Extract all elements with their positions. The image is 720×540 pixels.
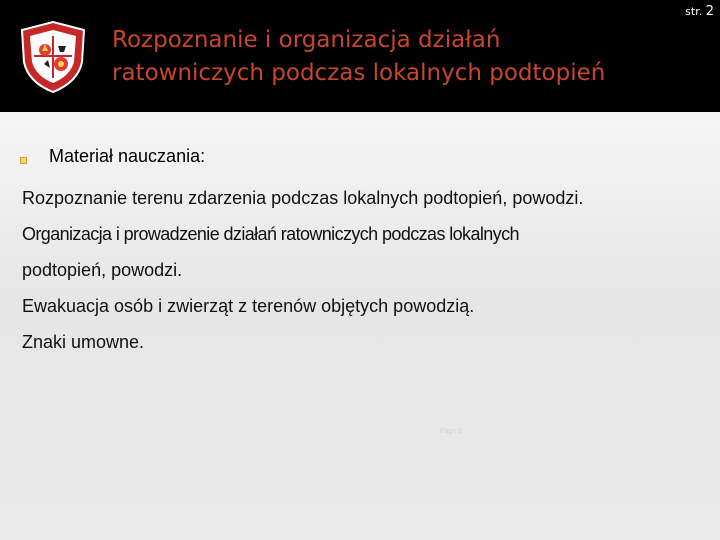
section-heading: Materiał nauczania: [49, 146, 206, 166]
page-title [112, 24, 605, 90]
fire-brigade-shield-icon [18, 20, 88, 94]
page-number-value: 2 [705, 4, 714, 19]
header-bar [0, 0, 720, 112]
content-line: Ewakuacja osób i zwierząt z terenów objętych powodzią. [22, 296, 475, 316]
content-line: Znaki umowne. [22, 332, 145, 352]
content-body [22, 180, 583, 360]
page-number [685, 4, 714, 19]
content-line: Organizacja i prowadzenie działań ratowniczych podczas lokalnych [22, 224, 519, 244]
page-number-prefix: str. [685, 5, 703, 18]
title-line-2: ratowniczych podczas lokalnych podtopień [112, 60, 606, 86]
title-line-1: Rozpoznanie i organizacja działań [112, 27, 501, 53]
content-line: podtopień, powodzi. [22, 260, 183, 280]
faint-page-label: Page 2 [440, 428, 463, 435]
content-line: Rozpoznanie terenu zdarzenia podczas lokalnych podtopień, powodzi. [22, 188, 584, 208]
bullet-icon [20, 157, 27, 164]
